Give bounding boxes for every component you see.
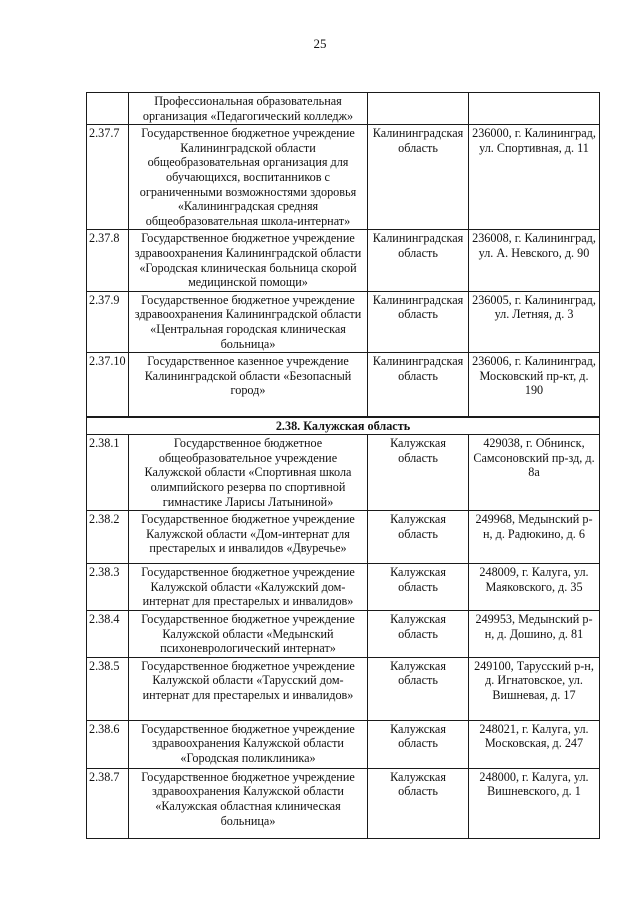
- section-row: [87, 417, 600, 435]
- institution-name: Государственное бюджетное учреждение здравоохранения Калужской области «Калужская областная клиническая больница»: [129, 768, 368, 838]
- region: Калининградская область: [368, 353, 469, 417]
- row-number: 2.37.9: [87, 291, 129, 352]
- table-row: [87, 125, 600, 230]
- region: Калининградская область: [368, 291, 469, 352]
- address: 249968, Медынский р-н, д. Радюкино, д. 6: [469, 511, 600, 564]
- region: Калужская область: [368, 610, 469, 657]
- region: Калининградская область: [368, 125, 469, 230]
- row-number: 2.38.1: [87, 435, 129, 511]
- address: 429038, г. Обнинск, Самсоновский пр-зд, д. 8а: [469, 435, 600, 511]
- institution-name: Государственное бюджетное учреждение Калужской области «Дом-интернат для престарелых и инвалидов «Двуречье»: [129, 511, 368, 564]
- address: 236006, г. Калининград, Московский пр-кт, д. 190: [469, 353, 600, 417]
- row-number: 2.37.8: [87, 230, 129, 291]
- row-number: 2.38.6: [87, 720, 129, 768]
- row-number: 2.38.5: [87, 657, 129, 720]
- region: Калужская область: [368, 511, 469, 564]
- table-row: [87, 291, 600, 352]
- table-row: [87, 768, 600, 838]
- row-number: [87, 93, 129, 125]
- institution-name: Государственное бюджетное учреждение Калужской области «Калужский дом-интернат для престарелых и инвалидов»: [129, 564, 368, 611]
- row-number: 2.38.2: [87, 511, 129, 564]
- institution-name: Государственное бюджетное учреждение Калужской области «Медынский психоневрологический интернат»: [129, 610, 368, 657]
- region: Калужская область: [368, 435, 469, 511]
- table-row: [87, 564, 600, 611]
- address: 248000, г. Калуга, ул. Вишневского, д. 1: [469, 768, 600, 838]
- address: 248009, г. Калуга, ул. Маяковского, д. 35: [469, 564, 600, 611]
- address: 249100, Тарусский р-н, д. Игнатовское, ул. Вишневая, д. 17: [469, 657, 600, 720]
- table-row: [87, 353, 600, 417]
- institutions-table: [86, 92, 600, 839]
- institution-name: Государственное бюджетное учреждение Калужской области «Тарусский дом-интернат для престарелых и инвалидов»: [129, 657, 368, 720]
- institution-name: Профессиональная образовательная организация «Педагогический колледж»: [129, 93, 368, 125]
- table-row: [87, 230, 600, 291]
- region: Калужская область: [368, 720, 469, 768]
- address: 248021, г. Калуга, ул. Московская, д. 247: [469, 720, 600, 768]
- table-row: [87, 657, 600, 720]
- address: 236000, г. Калининград, ул. Спортивная, д. 11: [469, 125, 600, 230]
- region: Калужская область: [368, 657, 469, 720]
- institution-name: Государственное бюджетное учреждение Калининградской области общеобразовательная организация для обучающихся, воспитанников с ограниченными возможностями здоровья «Калининградская средняя общеобразовательная школа-интернат»: [129, 125, 368, 230]
- row-number: 2.38.7: [87, 768, 129, 838]
- region: [368, 93, 469, 125]
- region: Калужская область: [368, 768, 469, 838]
- table-row: [87, 435, 600, 511]
- section-title: 2.38. Калужская область: [87, 417, 600, 435]
- address: 236008, г. Калининград, ул. А. Невского, д. 90: [469, 230, 600, 291]
- row-number: 2.38.3: [87, 564, 129, 611]
- table-row: [87, 610, 600, 657]
- region: Калининградская область: [368, 230, 469, 291]
- address: 249953, Медынский р-н, д. Дошино, д. 81: [469, 610, 600, 657]
- row-number: 2.37.10: [87, 353, 129, 417]
- row-number: 2.37.7: [87, 125, 129, 230]
- address: 236005, г. Калининград, ул. Летняя, д. 3: [469, 291, 600, 352]
- table-row: [87, 511, 600, 564]
- table-row: [87, 720, 600, 768]
- address: [469, 93, 600, 125]
- table-row: [87, 93, 600, 125]
- institution-name: Государственное бюджетное учреждение здравоохранения Калининградской области «Городская клиническая больница скорой медицинской помощи»: [129, 230, 368, 291]
- row-number: 2.38.4: [87, 610, 129, 657]
- institution-name: Государственное казенное учреждение Калининградской области «Безопасный город»: [129, 353, 368, 417]
- institution-name: Государственное бюджетное общеобразовательное учреждение Калужской области «Спортивная школа олимпийского резерва по спортивной гимнастике Ларисы Латыниной»: [129, 435, 368, 511]
- institution-name: Государственное бюджетное учреждение здравоохранения Калининградской области «Центральная городская клиническая больница»: [129, 291, 368, 352]
- institution-name: Государственное бюджетное учреждение здравоохранения Калужской области «Городская поликлиника»: [129, 720, 368, 768]
- region: Калужская область: [368, 564, 469, 611]
- page-number: 25: [313, 36, 327, 51]
